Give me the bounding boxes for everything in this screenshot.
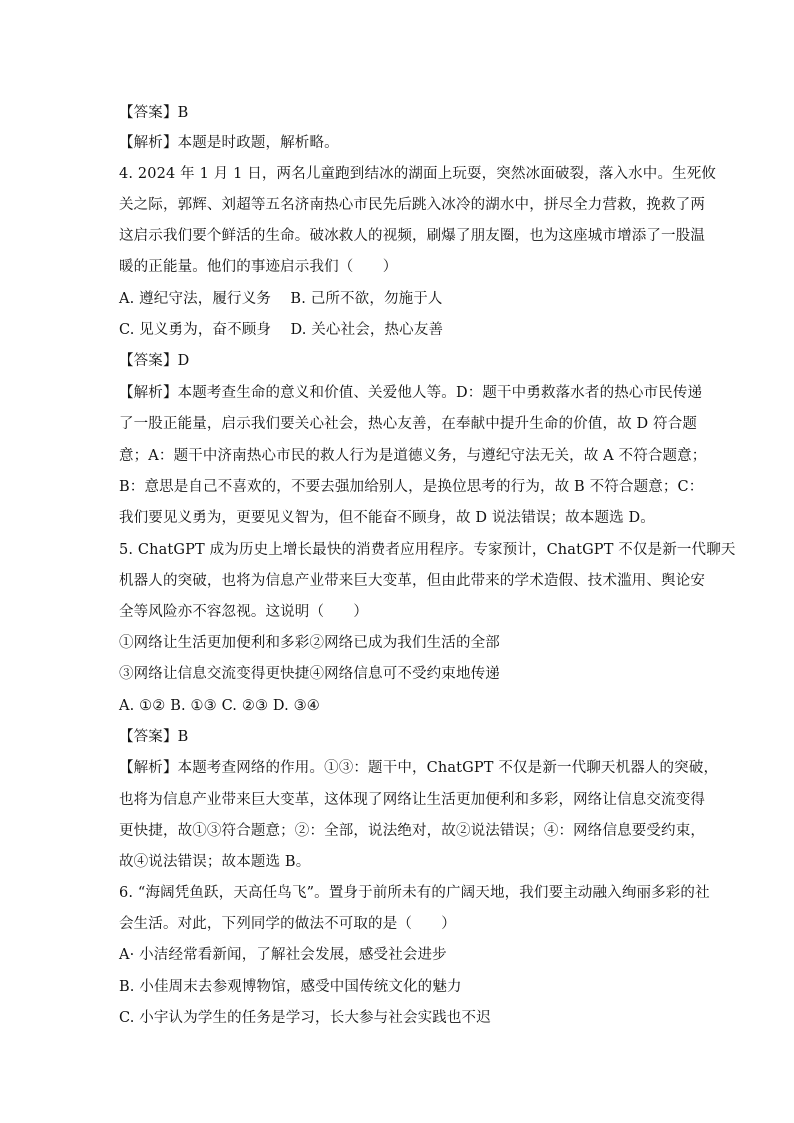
answer-label-q4: 【答案】D <box>119 353 190 369</box>
question-4-options: A. 遵纪守法，履行义务 B. 己所不欲，勿施于人 <box>119 291 443 307</box>
analysis-q4: 了一股正能量，启示我们要关心社会，热心友善，在奉献中提升生命的价值，故 D 符合题 <box>119 416 697 432</box>
question-4-text: 关之际，郭辉、刘超等五名济南热心市民先后跳入冰冷的湖水中，拼尽全力营救，挽救了两 <box>119 197 705 213</box>
question-4-text: 暖的正能量。他们的事迹启示我们（ ） <box>119 259 398 275</box>
question-4-options: C. 见义勇为，奋不顾身 D. 关心社会，热心友善 <box>119 322 444 338</box>
analysis-q4: 我们要见义勇为，更要见义智为，但不能奋不顾身，故 D 说法错误；故本题选 D。 <box>119 510 655 526</box>
question-4-text: 4. 2024 年 1 月 1 日，两名儿童跑到结冰的湖面上玩耍，突然冰面破裂，落入水中。生死攸 <box>119 166 717 182</box>
analysis-q3: 【解析】本题是时政题，解析略。 <box>119 135 339 151</box>
question-6-text: 6. “海阔凭鱼跃，天高任鸟飞”。置身于前所未有的广阔天地，我们要主动融入绚丽多彩的社 <box>119 885 710 901</box>
question-6-option-b: B. 小佳周末去参观博物馆，感受中国传统文化的魅力 <box>119 979 462 995</box>
analysis-q5: 故④说法错误；故本题选 B。 <box>119 854 311 870</box>
question-5-statements: ①网络让生活更加便利和多彩②网络已成为我们生活的全部 <box>119 635 500 651</box>
question-5-text: 全等风险亦不容忽视。这说明（ ） <box>119 604 369 620</box>
question-5-text: 5. ChatGPT 成为历史上增长最快的消费者应用程序。专家预计，ChatGPT 不仅是新一代聊天 <box>119 542 736 558</box>
analysis-q5: 也将为信息产业带来巨大变革，这体现了网络让生活更加便利和多彩，网络让信息交流变得 <box>119 792 705 808</box>
answer-label-q3: 【答案】B <box>119 105 189 121</box>
question-5-text: 机器人的突破，也将为信息产业带来巨大变革，但由此带来的学术造假、技术滥用、舆论安 <box>119 573 705 589</box>
question-5-statements: ③网络让信息交流变得更快捷④网络信息可不受约束地传递 <box>119 666 500 682</box>
answer-label-q5: 【答案】B <box>119 729 189 745</box>
analysis-q4: 【解析】本题考查生命的意义和价值、关爱他人等。D：题干中勇救落水者的热心市民传递 <box>119 385 703 401</box>
question-5-options: A. ①② B. ①③ C. ②③ D. ③④ <box>119 698 320 714</box>
question-6-option-a: A· 小洁经常看新闻，了解社会发展，感受社会进步 <box>119 947 447 963</box>
analysis-q4: 意；A：题干中济南热心市民的救人行为是道德义务，与遵纪守法无关，故 A 不符合题意； <box>119 448 707 464</box>
question-6-option-c: C. 小宇认为学生的任务是学习，长大参与社会实践也不迟 <box>119 1010 491 1026</box>
question-4-text: 这启示我们要个鲜活的生命。破冰救人的视频，刷爆了朋友圈，也为这座城市增添了一股温 <box>119 228 705 244</box>
question-6-text: 会生活。对此，下列同学的做法不可取的是（ ） <box>119 916 456 932</box>
analysis-q5: 【解析】本题考查网络的作用。①③：题干中，ChatGPT 不仅是新一代聊天机器人的突破， <box>119 760 719 776</box>
analysis-q5: 更快捷，故①③符合题意；②：全部，说法绝对，故②说法错误；④：网络信息要受约束， <box>119 823 705 839</box>
analysis-q4: B：意思是自己不喜欢的，不要去强加给别人，是换位思考的行为，故 B 不符合题意；C： <box>119 479 704 495</box>
